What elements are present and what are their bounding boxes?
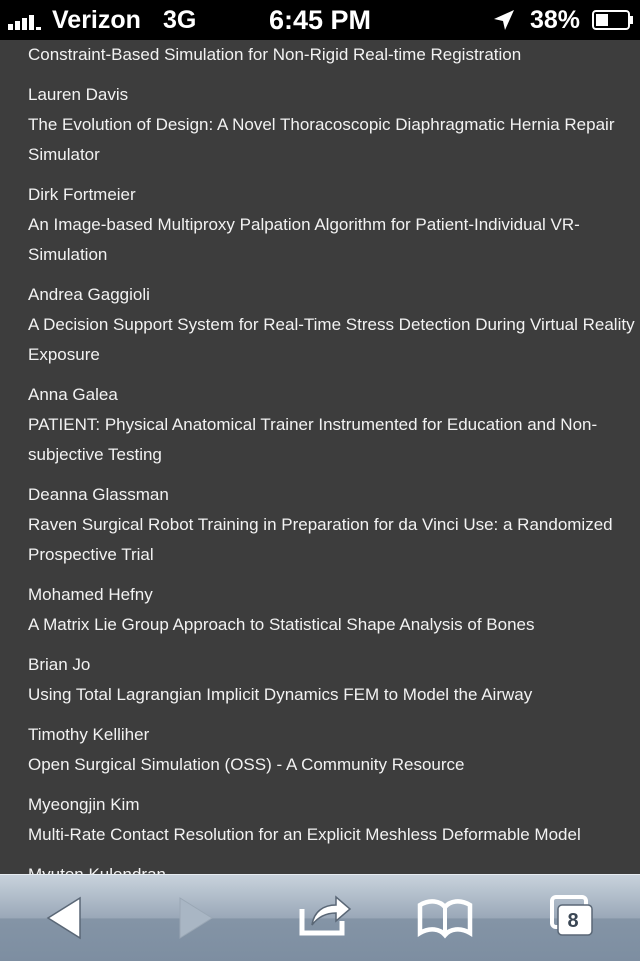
tab-count: 8 (567, 910, 579, 932)
paper-title: PATIENT: Physical Anatomical Trainer Instrumented for Education and Non-subjective Testing (28, 415, 598, 464)
page-content[interactable] (0, 40, 640, 874)
paper-title: Open Surgical Simulation (OSS) - A Community Resource (28, 755, 465, 774)
share-button[interactable] (290, 887, 360, 949)
author-name: Deanna Glassman (28, 485, 169, 504)
paper-title: Using Total Lagrangian Implicit Dynamics FEM to Model the Airway (28, 685, 533, 704)
paper-title: A Decision Support System for Real-Time Stress Detection During Virtual Reality Exposure (28, 315, 635, 364)
list-item (28, 480, 640, 570)
status-bar (0, 0, 640, 40)
list-item (28, 180, 640, 270)
paper-title: The Evolution of Design: A Novel Thoracoscopic Diaphragmatic Hernia Repair Simulator (28, 115, 615, 164)
battery-icon (592, 10, 634, 30)
back-arrow-icon (30, 887, 100, 949)
paper-title: A Matrix Lie Group Approach to Statistical Shape Analysis of Bones (28, 615, 535, 634)
author-name: Lauren Davis (28, 85, 129, 104)
list-item (28, 280, 640, 370)
back-button[interactable] (30, 887, 100, 949)
paper-title: Constraint-Based Simulation for Non-Rigid Real-time Registration (28, 45, 522, 64)
author-name: Myeongjin Kim (28, 795, 140, 814)
entry-list (28, 40, 640, 890)
author-name: Timothy Kelliher (28, 725, 150, 744)
paper-title: Multi-Rate Contact Resolution for an Explicit Meshless Deformable Model (28, 825, 581, 844)
list-item (28, 580, 640, 640)
network-type: 3G (163, 6, 197, 34)
list-item (28, 790, 640, 850)
forward-button[interactable] (160, 887, 230, 949)
author-name: Mohamed Hefny (28, 585, 153, 604)
location-arrow-icon (492, 8, 516, 32)
paper-title: Raven Surgical Robot Training in Preparation for da Vinci Use: a Randomized Prospective Trial (28, 515, 613, 564)
author-name: Andrea Gaggioli (28, 285, 150, 304)
share-icon (290, 887, 360, 949)
browser-toolbar (0, 874, 640, 961)
clock: 6:45 PM (268, 5, 372, 35)
forward-arrow-icon (160, 887, 230, 949)
list-item (28, 720, 640, 780)
bookmarks-icon (410, 887, 480, 949)
carrier-name: Verizon (52, 6, 141, 34)
list-item (28, 80, 640, 170)
bookmarks-button[interactable] (410, 887, 480, 949)
author-name: Brian Jo (28, 655, 91, 674)
author-name: Anna Galea (28, 385, 118, 404)
battery-percent: 38% (530, 6, 581, 34)
paper-title: An Image-based Multiproxy Palpation Algorithm for Patient-Individual VR-Simulation (28, 215, 580, 264)
list-item (28, 380, 640, 470)
author-name: Dirk Fortmeier (28, 185, 136, 204)
tabs-button[interactable] (540, 887, 610, 949)
list-item (28, 650, 640, 710)
